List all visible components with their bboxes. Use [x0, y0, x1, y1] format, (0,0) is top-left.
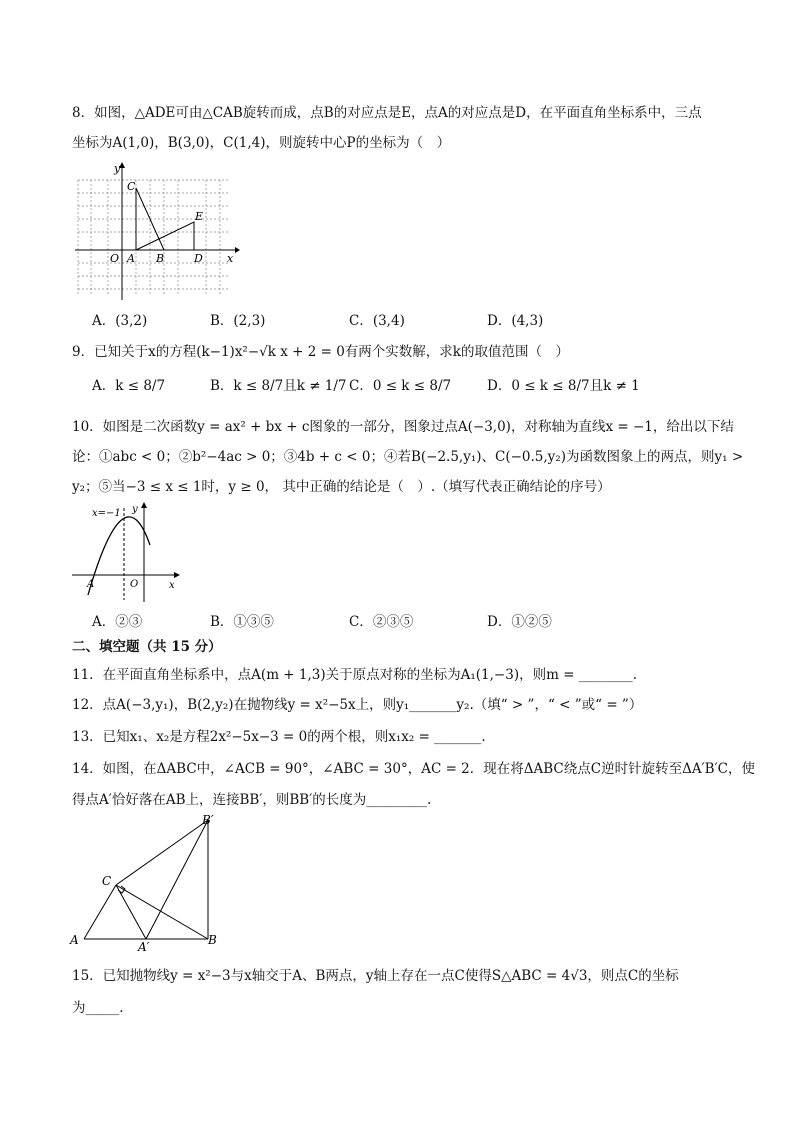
q10-option-b[interactable]: B．①③⑤ [210, 614, 274, 630]
q9-line1: 9．已知关于x的方程(k−1)x²−√k x + 2 = 0有两个实数解，求k的取值范围（ ） [72, 344, 569, 360]
q8-option-a[interactable]: A．(3,2) [92, 313, 148, 329]
q8-a-label: A [127, 252, 135, 265]
q8-y-label: y [114, 162, 121, 175]
q8-option-c[interactable]: C．(3,4) [349, 313, 405, 329]
q10-x-label: x [169, 580, 175, 591]
q15-line2: 为_____. [72, 1000, 124, 1016]
q13-line: 13．已知x₁、x₂是方程2x²−5x−3 = 0的两个根，则x₁x₂ = _______. [72, 729, 486, 745]
q14-triangle-figure [68, 812, 228, 952]
q9-option-b[interactable]: B．k ≤ 8/7且k ≠ 1/7 [210, 378, 347, 394]
q10-option-d[interactable]: D．①②⑤ [487, 614, 552, 630]
q9-option-d[interactable]: D．0 ≤ k ≤ 8/7且k ≠ 1 [487, 378, 640, 394]
q14-b-label: B [208, 933, 217, 947]
q8-grid-figure [70, 160, 240, 305]
q10-option-a[interactable]: A．②③ [92, 614, 143, 630]
q9-option-a[interactable]: A．k ≤ 8/7 [92, 378, 166, 394]
q8-line1: 8．如图，△ADE可由△CAB旋转而成，点B的对应点是E，点A的对应点是D，在平面直角坐标系中，三点 [72, 105, 702, 121]
q10-line3: y₂；⑤当−3 ≤ x ≤ 1时，y ≥ 0， 其中正确的结论是（ ）.（填写代表正确结论的序号） [72, 479, 611, 495]
q10-axis-label: x=−1 [92, 508, 121, 519]
q8-e-label: E [195, 210, 204, 223]
q8-option-b[interactable]: B．(2,3) [210, 313, 266, 329]
q15-line1: 15．已知抛物线y = x²−3与x轴交于A、B两点，y轴上存在一点C使得S△ABC = 4√3，则点C的坐标 [72, 968, 679, 984]
q12-line: 12．点A(−3,y₁)，B(2,y₂)在抛物线y = x²−5x上，则y₁_______y₂.（填“ > ”，“ < ”或“ = ”） [72, 697, 643, 713]
q10-line1: 10．如图是二次函数y = ax² + bx + c图象的一部分，图象过点A(−3,0)，对称轴为直线x = −1，给出以下结 [72, 419, 734, 435]
q10-parabola-figure [70, 500, 185, 605]
q14-c-label: C [102, 874, 112, 888]
q14-line1: 14．如图，在ΔABC中，∠ACB = 90°，∠ABC = 30°，AC = 2．现在将ΔABC绕点C逆时针旋转至ΔA′B′C，使 [72, 761, 755, 777]
q10-o-label: O [130, 579, 139, 590]
q8-line2: 坐标为A(1,0)，B(3,0)，C(1,4)，则旋转中心P的坐标为（ ） [72, 135, 451, 151]
q8-x-label: x [227, 252, 234, 265]
q8-o-label: O [110, 252, 120, 265]
q8-option-d[interactable]: D．(4,3) [487, 313, 544, 329]
q14-aprime-label: A′ [138, 940, 150, 952]
q14-line2: 得点A′恰好落在AB上，连接BB′，则BB′的长度为_________. [72, 792, 432, 808]
q8-d-label: D [194, 252, 203, 265]
q14-bprime-label: B′ [202, 813, 214, 827]
q10-y-label: y [132, 504, 138, 515]
q10-line2: 论：①abc < 0；②b²−4ac > 0；③4b + c < 0；④若B(−2.5,y₁)、C(−0.5,y₂)为函数图象上的两点，则y₁ > [72, 449, 744, 465]
q8-b-label: B [156, 252, 165, 265]
q14-a-label: A [70, 933, 79, 947]
q10-option-c[interactable]: C．②③⑤ [349, 614, 414, 630]
q11-line: 11．在平面直角坐标系中，点A(m + 1,3)关于原点对称的坐标为A₁(1,−3)，则m = ________. [72, 667, 638, 683]
q10-a-label: A [87, 579, 95, 590]
q9-option-c[interactable]: C．0 ≤ k ≤ 8/7 [349, 378, 452, 394]
section-heading: 二、填空题（共 15 分） [72, 639, 222, 655]
q8-c-label: C [127, 180, 136, 193]
